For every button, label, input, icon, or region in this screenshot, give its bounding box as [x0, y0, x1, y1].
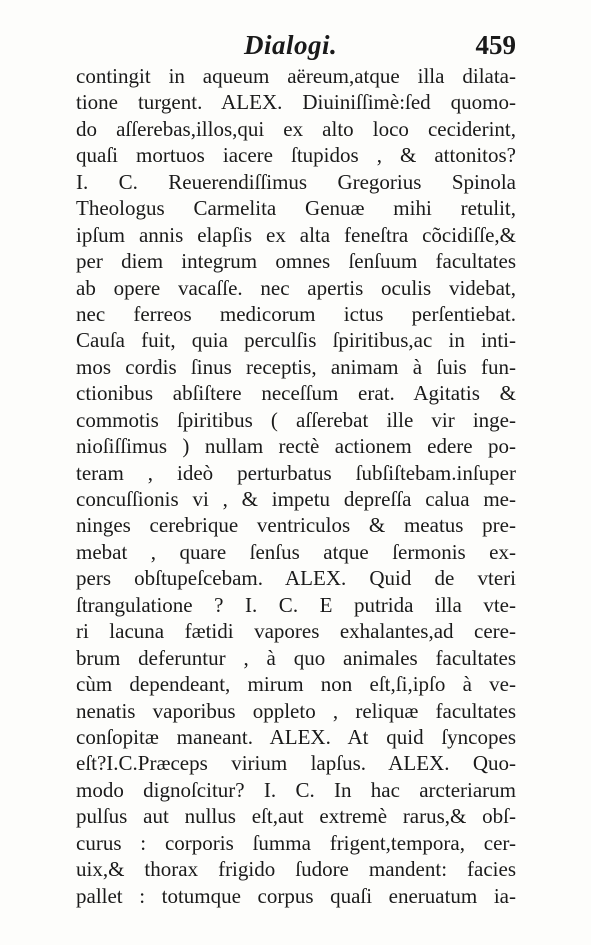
text-line-8: per diem integrum omnes ſenſuum facultates	[76, 249, 516, 274]
text-line-30: curus : corporis ſumma frigent,tempora, cer-	[76, 830, 516, 855]
text-line-11: Cauſa fuit, quia perculſis ſpiritibus,ac in inti-	[76, 328, 516, 353]
text-line-5: I. C. Reuerendiſſimus Gregorius Spinola	[76, 169, 516, 194]
text-line-1: contingit in aqueum aëreum,atque illa dilata-	[76, 64, 516, 88]
text-line-7: ipſum annis elapſis ex alta feneſtra cõcidiſſe,&	[76, 222, 516, 247]
text-line-3: do aſſerebas,illos,qui ex alto loco ceciderint,	[76, 116, 516, 141]
text-line-27: eſt?I.C.Præceps virium lapſus. ALEX. Quo-	[76, 751, 516, 776]
text-line-10: nec ferreos medicorum ictus perſentiebat.	[76, 301, 516, 326]
text-line-16: teram , ideò perturbatus ſubſiſtebam.inſuper	[76, 460, 516, 485]
text-line-21: ſtrangulatione ? I. C. E putrida illa vte-	[76, 592, 516, 617]
page-number: 459	[475, 30, 516, 60]
text-line-25: nenatis vaporibus oppleto , reliquæ facultates	[76, 698, 516, 723]
text-line-31: uix,& thorax frigido ſudore mandent: facies	[76, 857, 516, 882]
running-title: Dialogi.	[244, 30, 338, 60]
text-line-18: ninges cerebrique ventriculos & meatus pre-	[76, 513, 516, 538]
text-line-13: ctionibus abſiſtere neceſſum erat. Agitatis &	[76, 381, 516, 406]
text-line-26: conſopitæ maneant. ALEX. At quid ſyncopes	[76, 724, 516, 749]
text-line-28: modo dignoſcitur? I. C. In hac arcteriarum	[76, 777, 516, 802]
text-line-29: pulſus aut nullus eſt,aut extremè rarus,& obſ-	[76, 804, 516, 829]
text-line-17: concuſſionis vi , & impetu depreſſa calua me-	[76, 487, 516, 511]
text-line-32: pallet : totumque corpus quaſi eneruatum ia-	[76, 883, 516, 908]
text-line-22: ri lacuna fætidi vapores exhalantes,ad cere-	[76, 619, 516, 644]
running-head	[76, 30, 516, 64]
text-line-4: quaſi mortuos iacere ſtupidos , & attonitos?	[76, 143, 516, 168]
text-line-14: commotis ſpiritibus ( aſſerebat ille vir inge-	[76, 407, 516, 432]
text-line-12: mos cordis ſinus receptis, animam à ſuis fun-	[76, 354, 516, 379]
text-line-24: cùm dependeant, mirum non eſt,ſi,ipſo à ve-	[76, 672, 516, 697]
body-text	[76, 63, 516, 909]
text-line-2: tione turgent. ALEX. Diuiniſſimè:ſed quomo-	[76, 90, 516, 115]
text-line-19: mebat , quare ſenſus atque ſermonis ex-	[76, 539, 516, 564]
text-line-20: pers obſtupeſcebam. ALEX. Quid de vteri	[76, 566, 516, 591]
text-line-15: nioſiſſimus ) nullam rectè actionem edere po-	[76, 434, 516, 459]
text-line-9: ab opere vacaſſe. nec apertis oculis videbat,	[76, 275, 516, 300]
text-line-23: brum deferuntur , à quo animales facultates	[76, 645, 516, 670]
text-line-6: Theologus Carmelita Genuæ mihi retulit,	[76, 196, 516, 221]
